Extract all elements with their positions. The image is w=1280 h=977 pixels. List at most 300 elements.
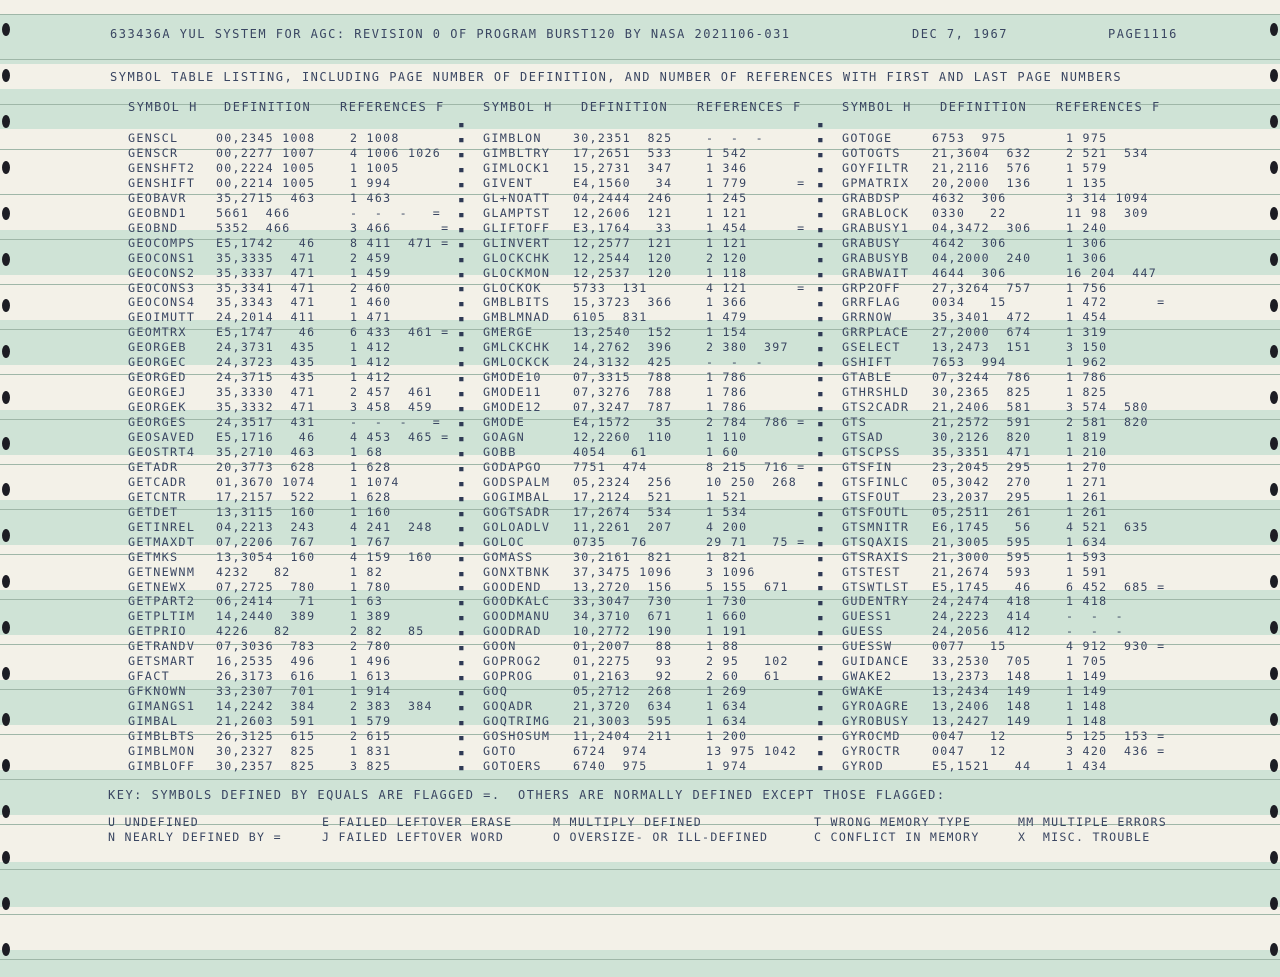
sprocket-hole: [1270, 391, 1278, 404]
column-separator-mark: ▪: [458, 297, 465, 311]
column-separator-mark: ▪: [817, 342, 824, 356]
symbol-definition-cell: 04,3472 306: [932, 220, 1032, 235]
symbol-symbol-cell: GENSCR: [128, 145, 179, 160]
key-item: N NEARLY DEFINED BY =: [108, 830, 282, 844]
symbol-symbol-cell: GTSFIN: [842, 459, 893, 474]
column-separator-mark: ▪: [817, 297, 824, 311]
symbol-definition-cell: 07,3315 788: [573, 370, 673, 385]
col-header-definition: DEFINITION: [940, 100, 1028, 114]
symbol-references-cell: 1 1005: [350, 160, 400, 175]
column-separator-mark: ▪: [458, 745, 465, 759]
key-item: J FAILED LEFTOVER WORD: [322, 830, 505, 844]
symbol-definition-cell: 4644 306: [932, 265, 1007, 280]
symbol-symbol-cell: GRABUSY: [842, 235, 901, 250]
symbol-references-cell: 11 98 309: [1066, 205, 1149, 220]
symbol-definition-cell: 0047 12: [932, 743, 1007, 758]
column-separator-mark: ▪: [817, 536, 824, 550]
column-separator-mark: ▪: [458, 431, 465, 445]
symbol-definition-cell: 0735 76: [573, 534, 648, 549]
symbol-definition-cell: E5,1747 46: [216, 325, 316, 340]
symbol-definition-cell: 33,2530 705: [932, 654, 1032, 669]
symbol-definition-cell: 21,3005 595: [932, 534, 1032, 549]
column-separator-mark: ▪: [458, 327, 465, 341]
symbol-definition-cell: 00,2214 1005: [216, 175, 316, 190]
sprocket-hole: [2, 437, 10, 450]
symbol-definition-cell: 35,3337 471: [216, 265, 316, 280]
symbol-references-cell: 1 319: [1066, 325, 1108, 340]
column-separator-mark: ▪: [458, 237, 465, 251]
col-header-references: REFERENCES F: [1056, 100, 1161, 114]
symbol-references-cell: 1 786: [706, 370, 748, 385]
column-separator-mark: ▪: [817, 701, 824, 715]
sprocket-hole: [2, 851, 10, 864]
symbol-symbol-cell: GMERGE: [483, 325, 534, 340]
green-band: [0, 950, 1280, 977]
symbol-symbol-cell: GUESS: [842, 624, 885, 639]
symbol-definition-cell: 17,2157 522: [216, 489, 316, 504]
sprocket-hole: [2, 943, 10, 956]
column-separator-mark: ▪: [817, 521, 824, 535]
symbol-symbol-cell: GRRPLACE: [842, 325, 910, 340]
symbol-symbol-cell: GOAGN: [483, 430, 526, 444]
sprocket-hole: [1270, 851, 1278, 864]
symbol-definition-cell: 24,2056 412: [932, 624, 1032, 639]
symbol-definition-cell: 30,2351 825: [573, 131, 673, 145]
symbol-symbol-cell: GMLOCKCK: [483, 355, 551, 370]
symbol-definition-cell: 33,3047 730: [573, 594, 673, 609]
symbol-symbol-cell: GETMKS: [128, 549, 179, 564]
column-separator-mark: ▪: [458, 730, 465, 744]
sprocket-hole: [2, 23, 10, 36]
column-separator-mark: ▪: [817, 387, 824, 401]
symbol-references-cell: 2 95 102: [706, 654, 789, 669]
symbol-symbol-cell: GL+NOATT: [483, 190, 551, 205]
symbol-symbol-cell: GMBLMNAD: [483, 310, 551, 325]
symbol-references-cell: 1 591: [1066, 564, 1108, 579]
paper-rule: [0, 14, 1280, 15]
symbol-definition-cell: 23,2045 295: [932, 459, 1032, 474]
symbol-symbol-cell: GUESS1: [842, 609, 893, 624]
symbol-symbol-cell: GOBB: [483, 444, 517, 459]
symbol-references-cell: 1 68: [350, 444, 384, 459]
symbol-symbol-cell: GEOMTRX: [128, 325, 187, 340]
symbol-references-cell: 1 819: [1066, 430, 1108, 444]
symbol-symbol-cell: GTSAD: [842, 430, 885, 444]
symbol-definition-cell: 13,2406 148: [932, 699, 1032, 714]
symbol-references-cell: 1 110: [706, 430, 748, 444]
symbol-symbol-cell: GOSHOSUM: [483, 729, 551, 743]
symbol-symbol-cell: GMODE: [483, 415, 526, 430]
symbol-references-cell: 5 125 153 =: [1066, 729, 1166, 743]
column-separator-mark: ▪: [458, 162, 465, 176]
symbol-symbol-cell: GEOCONS3: [128, 280, 196, 295]
column-separator-mark: ▪: [817, 372, 824, 386]
symbol-references-cell: 2 120: [706, 250, 748, 265]
symbol-references-cell: 3 466 =: [350, 220, 450, 235]
symbol-references-cell: 4 1006 1026: [350, 145, 442, 160]
symbol-references-cell: 1 160: [350, 504, 392, 519]
symbol-definition-cell: 07,2725 780: [216, 579, 316, 594]
symbol-symbol-cell: GOPROG2: [483, 654, 542, 669]
symbol-definition-cell: 05,2324 256: [573, 474, 673, 489]
symbol-definition-cell: 37,3475 1096: [573, 564, 673, 579]
symbol-references-cell: 3 825: [350, 758, 392, 773]
symbol-definition-cell: 17,2124 521: [573, 489, 673, 504]
symbol-symbol-cell: GLIFTOFF: [483, 220, 551, 235]
symbol-symbol-cell: GMODE11: [483, 385, 542, 400]
column-separator-mark: ▪: [817, 491, 824, 505]
column-separator-mark: ▪: [458, 641, 465, 655]
symbol-symbol-cell: GTSTEST: [842, 564, 901, 579]
column-separator-mark: ▪: [817, 671, 824, 685]
column-separator-mark: ▪: [817, 177, 824, 191]
symbol-symbol-cell: GRP2OFF: [842, 280, 901, 295]
column-separator-mark: ▪: [817, 222, 824, 236]
symbol-definition-cell: 35,3330 471: [216, 385, 316, 400]
symbol-symbol-cell: GOGTSADR: [483, 504, 551, 519]
symbol-symbol-cell: GOON: [483, 639, 517, 654]
symbol-definition-cell: 5352 466: [216, 220, 291, 235]
symbol-symbol-cell: GRABWAIT: [842, 265, 910, 280]
sprocket-hole: [1270, 575, 1278, 588]
symbol-symbol-cell: GTSRAXIS: [842, 549, 910, 564]
page-number: PAGE1116: [1108, 27, 1178, 41]
symbol-references-cell: 1 730: [706, 594, 748, 609]
symbol-references-cell: 1 831: [350, 743, 392, 758]
sprocket-hole: [2, 897, 10, 910]
symbol-definition-cell: E5,1521 44: [932, 758, 1032, 773]
symbol-symbol-cell: GETNEWX: [128, 579, 187, 594]
symbol-definition-cell: 14,2762 396: [573, 340, 673, 355]
listing-title: 633436A YUL SYSTEM FOR AGC: REVISION 0 OF PROGRAM BURST120 BY NASA 2021106-031: [110, 27, 791, 41]
column-separator-mark: ▪: [817, 760, 824, 774]
symbol-references-cell: 5 155 671: [706, 579, 789, 594]
symbol-references-cell: 1 786: [1066, 370, 1108, 385]
symbol-references-cell: - - -: [706, 355, 764, 370]
symbol-definition-cell: 35,2710 463: [216, 444, 316, 459]
column-separator-mark: ▪: [458, 581, 465, 595]
col-header-definition: DEFINITION: [224, 100, 312, 114]
symbol-references-cell: 4 159 160: [350, 549, 433, 564]
symbol-symbol-cell: GOLOC: [483, 534, 526, 549]
symbol-definition-cell: 21,3720 634: [573, 699, 673, 714]
symbol-definition-cell: 35,2715 463: [216, 190, 316, 205]
symbol-symbol-cell: GSHIFT: [842, 355, 893, 370]
paper-rule: [0, 869, 1280, 870]
symbol-symbol-cell: GEOCONS4: [128, 295, 196, 310]
symbol-definition-cell: 04,2213 243: [216, 519, 316, 534]
sprocket-hole: [1270, 483, 1278, 496]
column-separator-mark: ▪: [817, 162, 824, 176]
column-separator-mark: ▪: [458, 626, 465, 640]
symbol-definition-cell: 21,2406 581: [932, 400, 1032, 415]
symbol-definition-cell: E6,1745 56: [932, 519, 1032, 534]
symbol-references-cell: 1 628: [350, 459, 392, 474]
paper-rule: [0, 59, 1280, 60]
column-separator-mark: ▪: [817, 716, 824, 729]
symbol-definition-cell: 23,2037 295: [932, 489, 1032, 504]
symbol-references-cell: 1 261: [1066, 489, 1108, 504]
symbol-references-cell: 1 825: [1066, 385, 1108, 400]
symbol-references-cell: 1 240: [1066, 220, 1108, 235]
symbol-references-cell: 10 250 268: [706, 474, 798, 489]
symbol-symbol-cell: GEOBND: [128, 220, 179, 235]
column-separator-mark: ▪: [817, 476, 824, 490]
symbol-definition-cell: 07,3036 783: [216, 639, 316, 654]
symbol-definition-cell: 4226 82: [216, 624, 291, 639]
key-item: T WRONG MEMORY TYPE: [814, 815, 972, 829]
symbol-symbol-cell: GMBLBITS: [483, 295, 551, 310]
symbol-definition-cell: 30,2161 821: [573, 549, 673, 564]
symbol-symbol-cell: GUIDANCE: [842, 654, 910, 669]
symbol-references-cell: 1 200: [706, 729, 748, 743]
symbol-references-cell: 3 574 580: [1066, 400, 1149, 415]
symbol-references-cell: 1 412: [350, 370, 392, 385]
symbol-symbol-cell: GTSFINLC: [842, 474, 910, 489]
column-separator-mark: ▪: [458, 566, 465, 580]
symbol-references-cell: 1 472 =: [1066, 295, 1166, 310]
sprocket-hole: [2, 161, 10, 174]
symbol-definition-cell: 35,3343 471: [216, 295, 316, 310]
column-separator-mark: ▪: [458, 461, 465, 475]
symbol-symbol-cell: GETADR: [128, 459, 179, 474]
sprocket-hole: [2, 529, 10, 542]
symbol-references-cell: 1 191: [706, 624, 748, 639]
symbol-references-cell: 1 534: [706, 504, 748, 519]
column-separator-mark: ▪: [458, 611, 465, 625]
symbol-definition-cell: 24,2474 418: [932, 594, 1032, 609]
symbol-definition-cell: 11,2261 207: [573, 519, 673, 534]
symbol-references-cell: 1 660: [706, 609, 748, 624]
symbol-symbol-cell: GYROD: [842, 758, 885, 773]
symbol-references-cell: 1 786: [706, 385, 748, 400]
symbol-symbol-cell: GLOCKCHK: [483, 250, 551, 265]
symbol-references-cell: 1 306: [1066, 250, 1108, 265]
symbol-definition-cell: 15,3723 366: [573, 295, 673, 310]
column-separator-mark: ▪: [458, 357, 465, 371]
symbol-symbol-cell: GENSCL: [128, 131, 179, 145]
symbol-references-cell: 1 121: [706, 205, 748, 220]
symbol-references-cell: 1 389: [350, 609, 392, 624]
paper-rule: [0, 959, 1280, 960]
symbol-references-cell: 1 579: [350, 714, 392, 729]
symbol-definition-cell: 17,2674 534: [573, 504, 673, 519]
sprocket-hole: [1270, 253, 1278, 266]
symbol-definition-cell: 00,2224 1005: [216, 160, 316, 175]
symbol-symbol-cell: GIMLOCK1: [483, 160, 551, 175]
column-separator-mark: ▪: [817, 282, 824, 296]
symbol-references-cell: 1 628: [350, 489, 392, 504]
column-separator-mark: ▪: [458, 222, 465, 236]
symbol-references-cell: 4 200: [706, 519, 748, 534]
column-separator-mark: ▪: [458, 596, 465, 610]
symbol-symbol-cell: GOYFILTR: [842, 160, 910, 175]
symbol-symbol-cell: GYROCMD: [842, 729, 901, 743]
sprocket-hole: [1270, 759, 1278, 772]
symbol-definition-cell: E5,1742 46: [216, 235, 316, 250]
symbol-references-cell: 1 88: [706, 639, 740, 654]
column-separator-mark: ▪: [817, 641, 824, 655]
symbol-references-cell: 1 460: [350, 295, 392, 310]
sprocket-hole: [2, 115, 10, 128]
symbol-definition-cell: 21,2116 576: [932, 160, 1032, 175]
symbol-references-cell: 4 521 635: [1066, 519, 1149, 534]
symbol-symbol-cell: GETNEWNM: [128, 564, 196, 579]
column-separator-mark: ▪: [817, 446, 824, 460]
symbol-references-cell: 1 261: [1066, 504, 1108, 519]
symbol-symbol-cell: GETRANDV: [128, 639, 196, 654]
symbol-definition-cell: 01,2275 93: [573, 654, 673, 669]
symbol-definition-cell: 21,2572 591: [932, 415, 1032, 430]
symbol-definition-cell: 30,2365 825: [932, 385, 1032, 400]
symbol-symbol-cell: GYROCTR: [842, 743, 901, 758]
symbol-definition-cell: 13,2720 156: [573, 579, 673, 594]
symbol-symbol-cell: GMLCKCHK: [483, 340, 551, 355]
symbol-references-cell: 1 821: [706, 549, 748, 564]
symbol-references-cell: 1 634: [706, 699, 748, 714]
symbol-symbol-cell: GMODE12: [483, 400, 542, 415]
symbol-references-cell: 2 60 61: [706, 669, 781, 684]
column-separator-mark: ▪: [458, 686, 465, 700]
column-separator-mark: ▪: [458, 671, 465, 685]
symbol-symbol-cell: GEORGEK: [128, 400, 187, 415]
key-item: O OVERSIZE- OR ILL-DEFINED: [553, 830, 769, 844]
symbol-symbol-cell: GEOSAVED: [128, 430, 196, 444]
sprocket-hole: [2, 391, 10, 404]
sprocket-hole: [2, 69, 10, 82]
symbol-definition-cell: 24,3132 425: [573, 355, 673, 370]
column-separator-mark: ▪: [817, 118, 824, 131]
symbol-references-cell: 3 150: [1066, 340, 1108, 355]
symbol-references-cell: 1 270: [1066, 459, 1108, 474]
symbol-symbol-cell: GOODEND: [483, 579, 542, 594]
symbol-symbol-cell: GENSHFT2: [128, 160, 196, 175]
column-separator-mark: ▪: [458, 491, 465, 505]
symbol-references-cell: 4 912 930 =: [1066, 639, 1166, 654]
symbol-definition-cell: 12,2606 121: [573, 205, 673, 220]
symbol-symbol-cell: GOODMANU: [483, 609, 551, 624]
col-header-references: REFERENCES F: [340, 100, 445, 114]
column-separator-mark: ▪: [458, 177, 465, 191]
symbol-symbol-cell: GTSFOUT: [842, 489, 901, 504]
symbol-references-cell: 1 271: [1066, 474, 1108, 489]
symbol-references-cell: 1 463: [350, 190, 392, 205]
col-header-definition: DEFINITION: [581, 100, 669, 114]
sprocket-hole: [1270, 115, 1278, 128]
column-separator-mark: ▪: [458, 372, 465, 386]
symbol-symbol-cell: GRRFLAG: [842, 295, 901, 310]
column-separator-mark: ▪: [458, 387, 465, 401]
sprocket-hole: [2, 759, 10, 772]
symbol-symbol-cell: GEOCONS1: [128, 250, 196, 265]
column-separator-mark: ▪: [458, 701, 465, 715]
symbol-definition-cell: 05,3042 270: [932, 474, 1032, 489]
symbol-symbol-cell: GEOBND1: [128, 205, 187, 220]
symbol-references-cell: 1 974: [706, 758, 748, 773]
symbol-definition-cell: 0034 15: [932, 295, 1007, 310]
symbol-definition-cell: 35,3351 471: [932, 444, 1032, 459]
sprocket-hole: [1270, 897, 1278, 910]
symbol-references-cell: 4 241 248: [350, 519, 433, 534]
symbol-definition-cell: 30,2327 825: [216, 743, 316, 758]
symbol-definition-cell: 4232 82: [216, 564, 291, 579]
sprocket-hole: [1270, 943, 1278, 956]
sprocket-hole: [2, 253, 10, 266]
sprocket-hole: [2, 299, 10, 312]
symbol-definition-cell: 13,2373 148: [932, 669, 1032, 684]
col-header-symbol: SYMBOL H: [128, 100, 198, 114]
symbol-symbol-cell: GOTOGE: [842, 131, 893, 145]
column-separator-mark: ▪: [817, 252, 824, 266]
symbol-references-cell: 1 63: [350, 594, 384, 609]
symbol-symbol-cell: GEORGEB: [128, 340, 187, 355]
symbol-references-cell: 13 975 1042: [706, 743, 798, 758]
column-separator-mark: ▪: [458, 342, 465, 356]
column-separator-mark: ▪: [817, 237, 824, 251]
symbol-definition-cell: 6105 831: [573, 310, 648, 325]
symbol-symbol-cell: GENSHIFT: [128, 175, 196, 190]
column-separator-mark: ▪: [817, 730, 824, 744]
symbol-definition-cell: 13,3115 160: [216, 504, 316, 519]
symbol-references-cell: 6 433 461 =: [350, 325, 450, 340]
column-separator-mark: ▪: [458, 551, 465, 565]
symbol-references-cell: - - -: [1066, 609, 1124, 624]
symbol-references-cell: 2 615: [350, 729, 392, 743]
sprocket-hole: [1270, 345, 1278, 358]
symbol-symbol-cell: GETCADR: [128, 474, 187, 489]
symbol-definition-cell: 4054 61: [573, 444, 648, 459]
symbol-symbol-cell: GEOBAVR: [128, 190, 187, 205]
symbol-definition-cell: 14,2440 389: [216, 609, 316, 624]
symbol-symbol-cell: GETPLTIM: [128, 609, 196, 624]
symbol-definition-cell: 35,3335 471: [216, 250, 316, 265]
symbol-definition-cell: 6724 974: [573, 743, 648, 758]
symbol-definition-cell: 01,3670 1074: [216, 474, 316, 489]
symbol-references-cell: 1 779 =: [706, 175, 806, 190]
symbol-references-cell: 2 521 534: [1066, 145, 1149, 160]
symbol-definition-cell: 21,2603 591: [216, 714, 316, 729]
symbol-references-cell: 4 121 =: [706, 280, 806, 295]
symbol-references-cell: 6 452 685 =: [1066, 579, 1166, 594]
listing-date: DEC 7, 1967: [912, 27, 1008, 41]
symbol-references-cell: 1 780: [350, 579, 392, 594]
column-separator-mark: ▪: [817, 506, 824, 520]
symbol-definition-cell: 24,3715 435: [216, 370, 316, 385]
symbol-references-cell: 29 71 75 =: [706, 534, 806, 549]
symbol-references-cell: - - -: [1066, 624, 1124, 639]
symbol-symbol-cell: GOTO: [483, 743, 517, 758]
symbol-symbol-cell: GIMBLON: [483, 131, 542, 145]
symbol-symbol-cell: GOQ: [483, 684, 509, 699]
symbol-references-cell: 2 784 786 =: [706, 415, 806, 430]
column-separator-mark: ▪: [817, 461, 824, 475]
symbol-symbol-cell: GTSCPSS: [842, 444, 901, 459]
symbol-definition-cell: 24,3731 435: [216, 340, 316, 355]
symbol-definition-cell: 13,2540 152: [573, 325, 673, 340]
symbol-symbol-cell: GIMANGS1: [128, 699, 196, 714]
col-header-references: REFERENCES F: [697, 100, 802, 114]
symbol-references-cell: 1 269: [706, 684, 748, 699]
symbol-definition-cell: 0047 12: [932, 729, 1007, 743]
symbol-definition-cell: 27,2000 674: [932, 325, 1032, 340]
symbol-definition-cell: 24,3723 435: [216, 355, 316, 370]
symbol-symbol-cell: GUESSW: [842, 639, 893, 654]
symbol-definition-cell: 12,2260 110: [573, 430, 673, 444]
symbol-definition-cell: 30,2126 820: [932, 430, 1032, 444]
symbol-definition-cell: 35,3341 471: [216, 280, 316, 295]
symbol-symbol-cell: GTS: [842, 415, 868, 430]
key-title: KEY: SYMBOLS DEFINED BY EQUALS ARE FLAGGED =. OTHERS ARE NORMALLY DEFINED EXCEPT THOSE FLAGGED:: [108, 788, 946, 802]
